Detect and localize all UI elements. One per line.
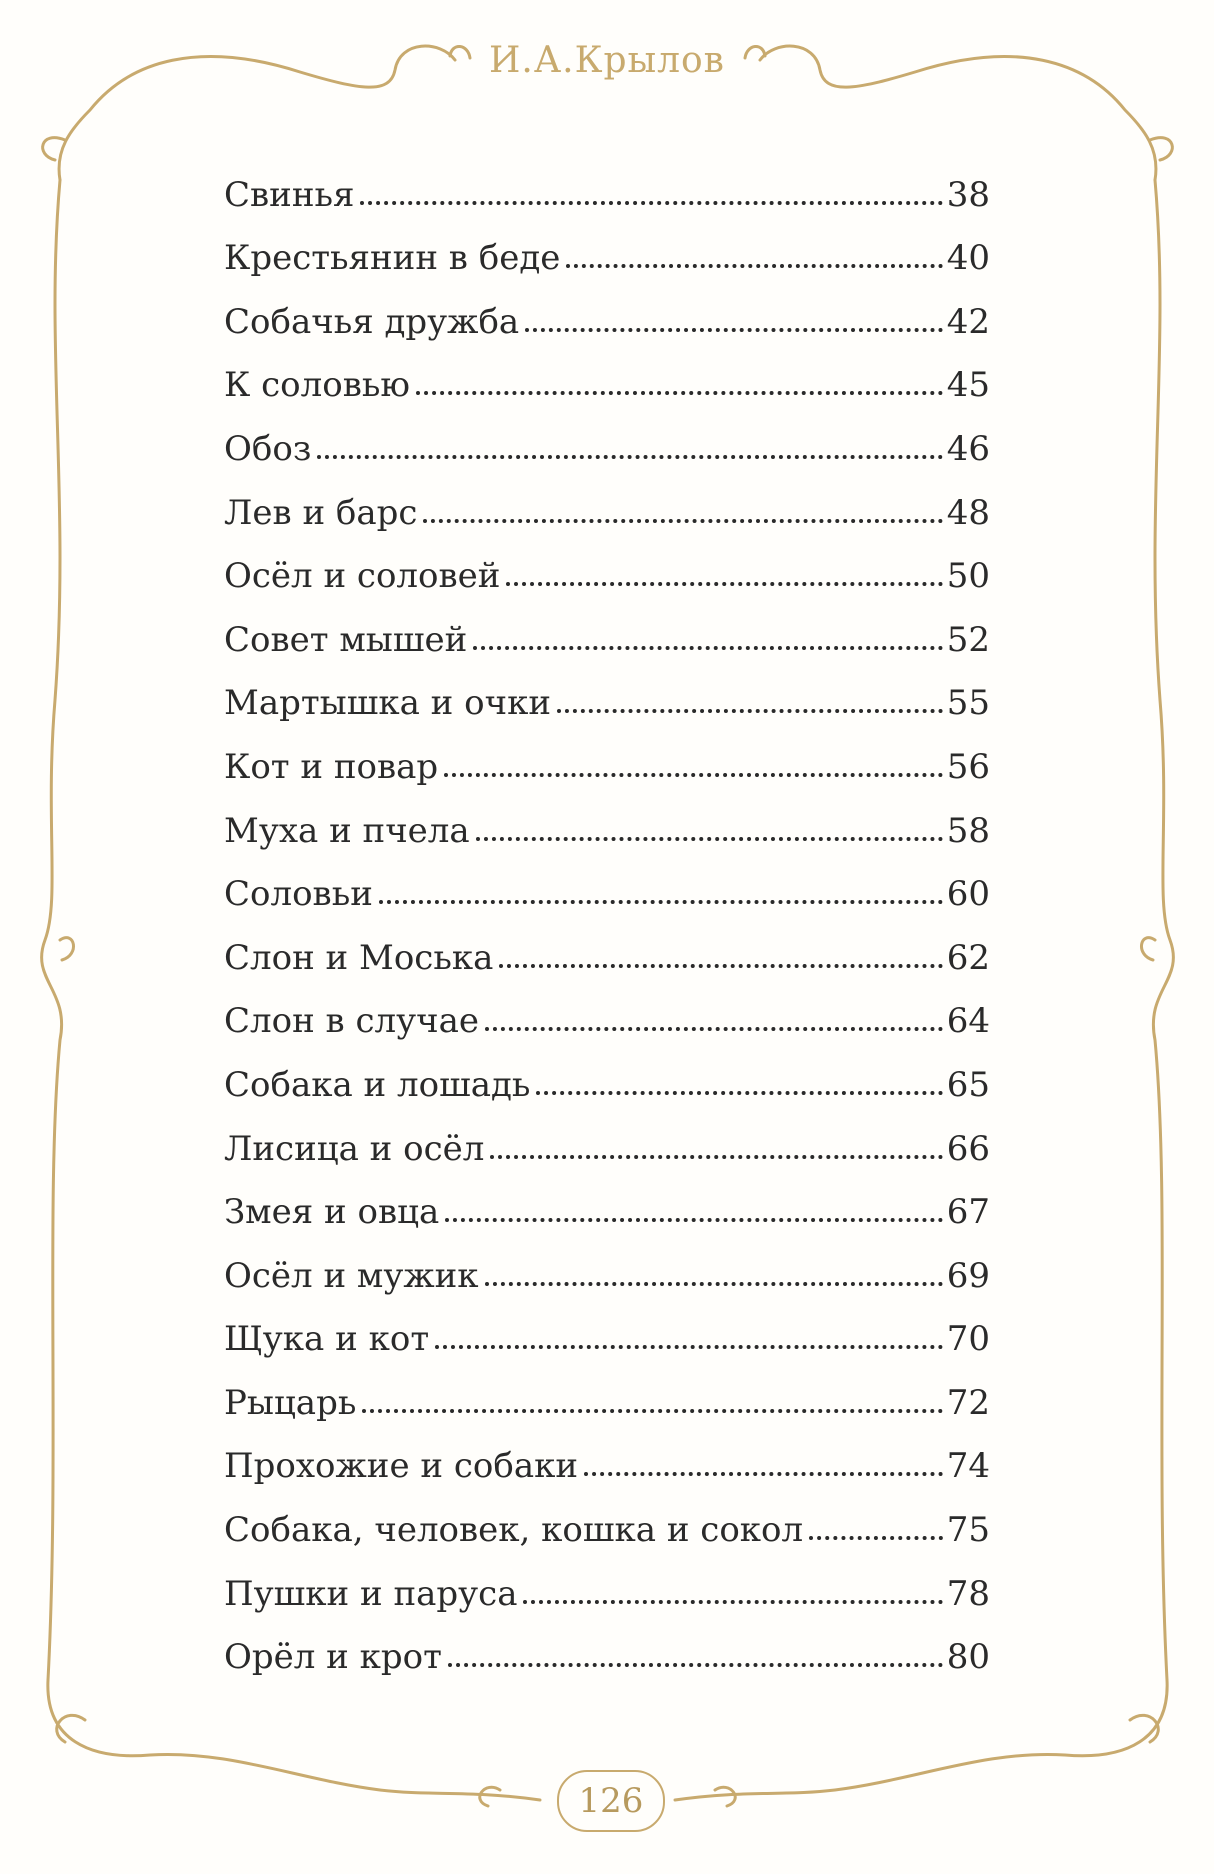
dot-leader [536, 1091, 942, 1095]
toc-entry[interactable] [224, 720, 990, 787]
toc-entry[interactable] [224, 466, 990, 533]
toc-entry-title: Совет мышей [224, 619, 468, 660]
toc-entry-page: 78 [946, 1573, 990, 1614]
dot-leader [557, 709, 943, 713]
dot-leader [473, 646, 942, 650]
toc-entry-page: 69 [946, 1255, 990, 1296]
toc-entry[interactable] [224, 1356, 990, 1423]
toc-entry-title: Осёл и соловей [224, 556, 501, 597]
toc-entry[interactable] [224, 1229, 990, 1296]
dot-leader [362, 1409, 942, 1413]
toc-entry[interactable] [224, 1420, 990, 1487]
toc-entry[interactable] [224, 530, 990, 597]
dot-leader [499, 964, 942, 968]
toc-entry-title: Лев и барс [224, 492, 418, 533]
dot-leader [525, 328, 943, 332]
toc-entry-page: 72 [946, 1382, 990, 1423]
toc-entry-title: Орёл и крот [224, 1637, 442, 1678]
toc-entry-title: Свинья [224, 174, 355, 215]
toc-entry-page: 60 [946, 874, 990, 915]
toc-entry-page: 64 [946, 1001, 990, 1042]
toc-entry-title: Рыцарь [224, 1382, 357, 1423]
toc-entry[interactable] [224, 1547, 990, 1614]
toc-entry-title: Мартышка и очки [224, 683, 551, 724]
toc-entry-title: Лисица и осёл [224, 1128, 485, 1169]
dot-leader [476, 837, 943, 841]
toc-entry-page: 67 [946, 1192, 990, 1233]
toc-entry[interactable] [224, 848, 990, 915]
toc-entry-page: 40 [946, 238, 990, 279]
toc-entry-title: Осёл и мужик [224, 1255, 479, 1296]
toc-entry[interactable] [224, 911, 990, 978]
toc-entry-title: Змея и овца [224, 1192, 440, 1233]
toc-entry[interactable] [224, 1611, 990, 1678]
dot-leader [485, 1282, 943, 1286]
toc-entry[interactable] [224, 975, 990, 1042]
toc-entry[interactable] [224, 1102, 990, 1169]
toc-entry-title: Крестьянин в беде [224, 238, 561, 279]
dot-leader [416, 391, 943, 395]
toc-entry-title: Соловьи [224, 874, 373, 915]
toc-entry-page: 52 [946, 619, 990, 660]
toc-entry[interactable] [224, 402, 990, 469]
toc-entry[interactable] [224, 1038, 990, 1105]
dot-leader [445, 1218, 943, 1222]
dot-leader [584, 1472, 943, 1476]
dot-leader [444, 773, 943, 777]
toc-entry-title: Муха и пчела [224, 810, 470, 851]
toc-entry[interactable] [224, 593, 990, 660]
toc-entry-page: 74 [946, 1446, 990, 1487]
dot-leader [506, 582, 942, 586]
toc-entry[interactable] [224, 1166, 990, 1233]
toc-entry-title: Собака, человек, кошка и сокол [224, 1510, 804, 1551]
toc-entry-page: 45 [946, 365, 990, 406]
dot-leader [485, 1027, 943, 1031]
toc-entry-title: Собачья дружба [224, 301, 520, 342]
dot-leader [360, 201, 942, 205]
table-of-contents [224, 148, 990, 1678]
dot-leader [809, 1536, 943, 1540]
toc-entry[interactable] [224, 148, 990, 215]
toc-entry[interactable] [224, 1483, 990, 1551]
toc-entry-page: 80 [946, 1637, 990, 1678]
toc-entry-title: Слон и Моська [224, 937, 494, 978]
toc-entry-title: К соловью [224, 365, 410, 406]
toc-entry-page: 42 [946, 301, 990, 342]
toc-entry-page: 75 [946, 1510, 990, 1551]
dot-leader [423, 519, 942, 523]
dot-leader [435, 1345, 943, 1349]
toc-entry-page: 66 [946, 1128, 990, 1169]
page-number: 126 [557, 1770, 665, 1832]
dot-leader [379, 900, 943, 904]
dot-leader [490, 1155, 942, 1159]
dot-leader [566, 264, 942, 268]
toc-entry-page: 55 [946, 683, 990, 724]
toc-entry-page: 46 [946, 428, 990, 469]
dot-leader [523, 1600, 942, 1604]
toc-entry[interactable] [224, 1293, 990, 1360]
toc-entry-page: 58 [946, 810, 990, 851]
toc-entry-title: Кот и повар [224, 746, 439, 787]
toc-entry[interactable] [224, 339, 990, 406]
toc-entry[interactable] [224, 657, 990, 724]
running-header-author: И.А.Крылов [489, 40, 725, 81]
toc-entry[interactable] [224, 212, 990, 279]
dot-leader [448, 1663, 943, 1667]
toc-entry-page: 50 [946, 556, 990, 597]
dot-leader [317, 455, 942, 459]
toc-entry-page: 65 [946, 1064, 990, 1105]
toc-entry-page: 62 [946, 937, 990, 978]
toc-entry-title: Собака и лошадь [224, 1064, 531, 1105]
toc-entry-title: Обоз [224, 428, 312, 469]
toc-entry-title: Слон в случае [224, 1001, 480, 1042]
toc-entry[interactable] [224, 784, 990, 851]
toc-entry-page: 38 [946, 174, 990, 215]
toc-entry-title: Щука и кот [224, 1319, 430, 1360]
toc-entry-page: 56 [946, 746, 990, 787]
toc-entry-title: Пушки и паруса [224, 1573, 518, 1614]
toc-entry[interactable] [224, 275, 990, 342]
toc-entry-page: 48 [946, 492, 990, 533]
toc-entry-page: 70 [946, 1319, 990, 1360]
toc-entry-title: Прохожие и собаки [224, 1446, 579, 1487]
